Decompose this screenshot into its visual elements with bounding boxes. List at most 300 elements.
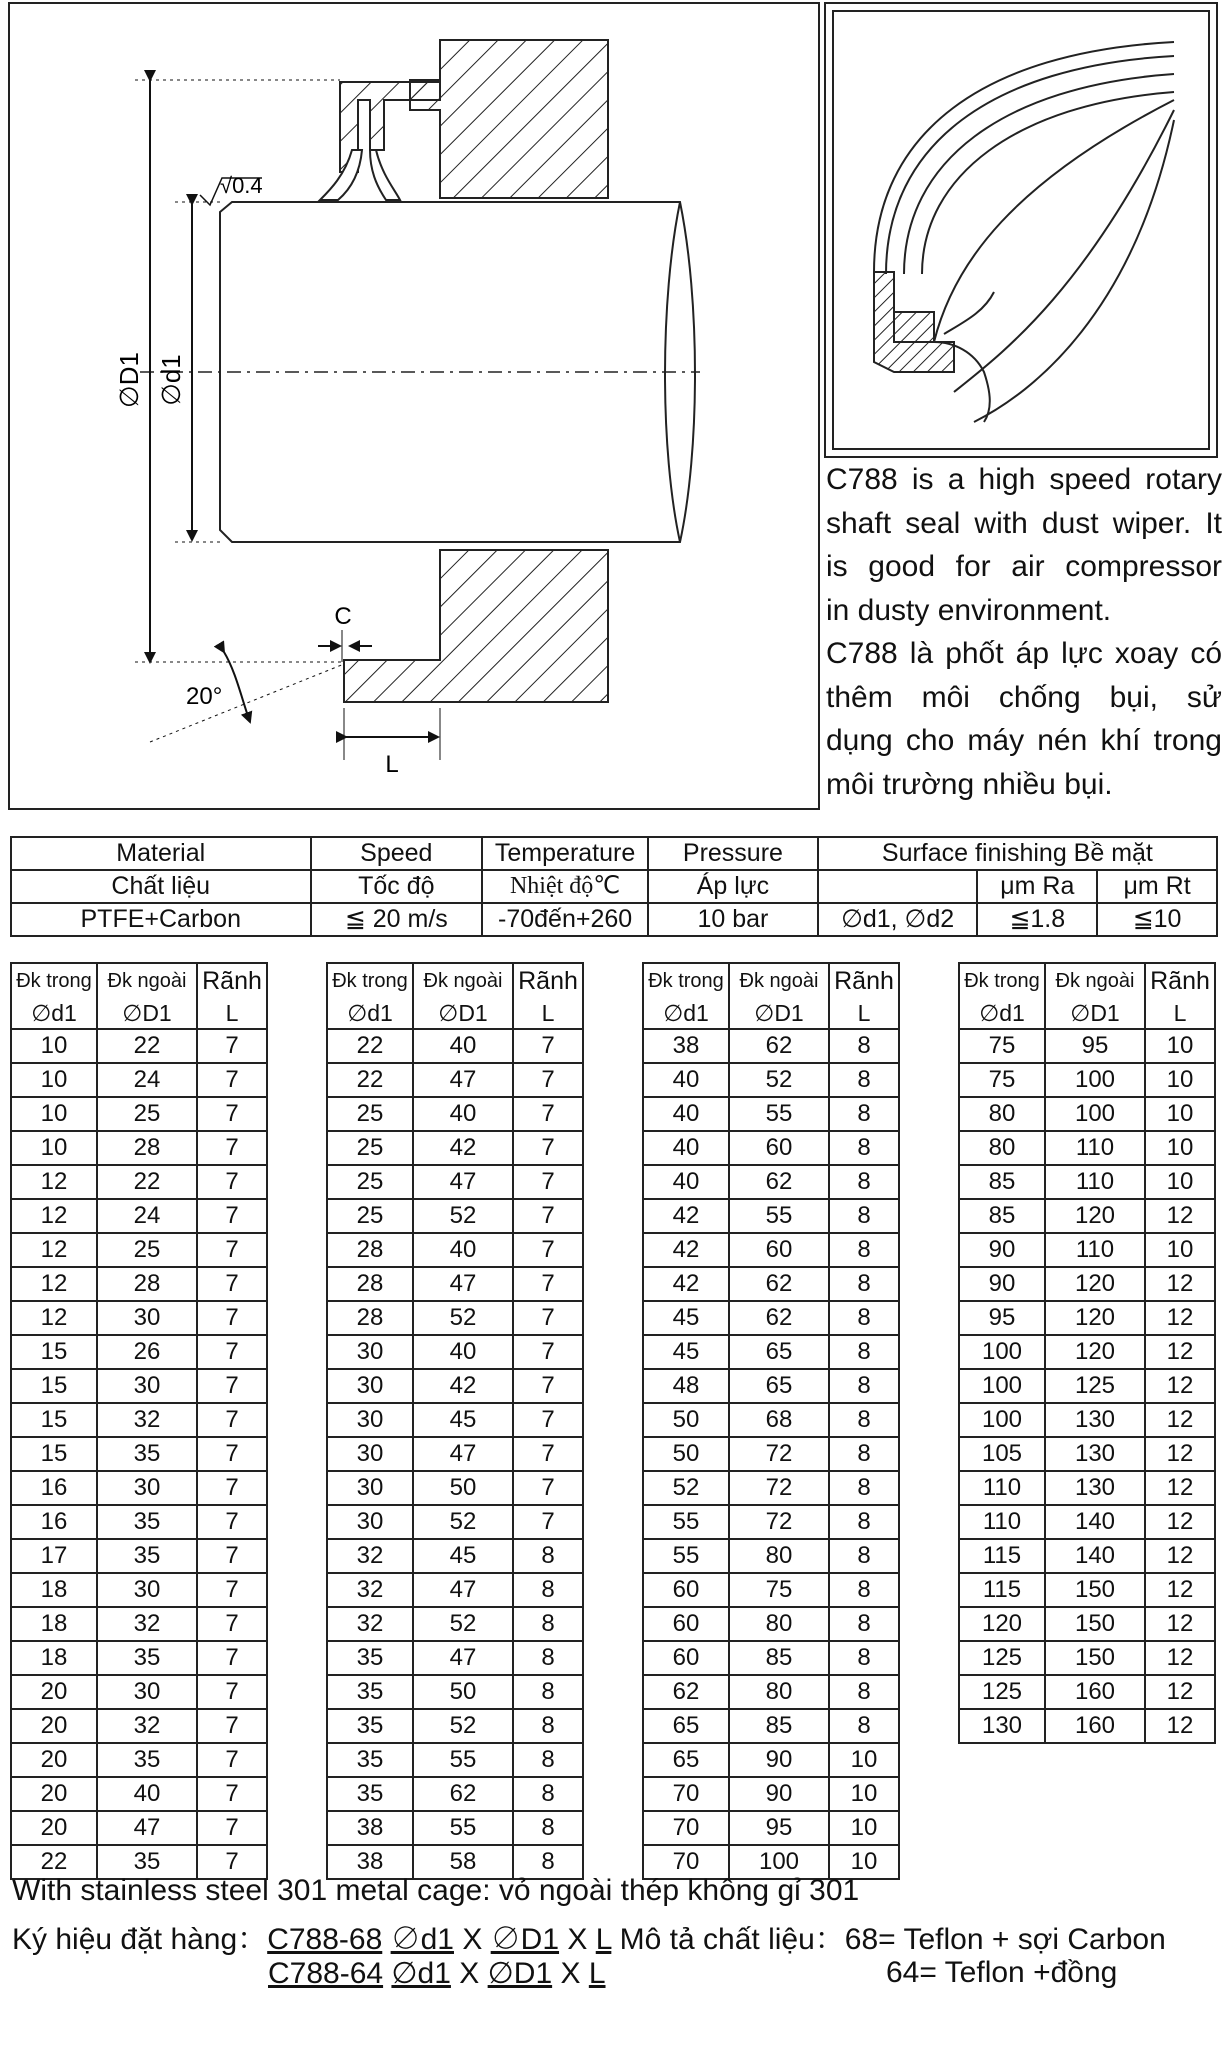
cell-inner-diameter: 120 <box>959 1607 1045 1641</box>
d1-dimension-label: ∅d1 <box>156 354 186 406</box>
cell-groove-length: 7 <box>197 1301 267 1335</box>
cell-inner-diameter: 35 <box>327 1675 413 1709</box>
size-table-3 <box>642 962 900 1880</box>
table-row <box>11 1267 267 1301</box>
cell-outer-diameter: 50 <box>413 1471 513 1505</box>
table-row <box>327 1641 583 1675</box>
col-header-groove: Rãnh <box>1145 963 1215 998</box>
col-header-L: L <box>197 998 267 1029</box>
cell-groove-length: 8 <box>513 1607 583 1641</box>
cell-groove-length: 8 <box>513 1811 583 1845</box>
D1-dimension-label: ∅D1 <box>114 352 144 408</box>
cell-groove-length: 10 <box>1145 1131 1215 1165</box>
cell-groove-length: 7 <box>513 1301 583 1335</box>
cell-inner-diameter: 70 <box>643 1777 729 1811</box>
cell-groove-length: 7 <box>197 1267 267 1301</box>
cell-outer-diameter: 52 <box>413 1505 513 1539</box>
size-table-1 <box>10 962 268 1880</box>
cell-inner-diameter: 42 <box>643 1233 729 1267</box>
cell-groove-length: 10 <box>829 1845 899 1879</box>
col-header-inner: Đk trong <box>11 963 97 998</box>
description-vietnamese <box>826 632 1222 806</box>
cell-inner-diameter: 12 <box>11 1199 97 1233</box>
cell-groove-length: 12 <box>1145 1505 1215 1539</box>
cell-groove-length: 8 <box>513 1709 583 1743</box>
cell-groove-length: 8 <box>513 1539 583 1573</box>
cell-inner-diameter: 18 <box>11 1641 97 1675</box>
order-line-1 <box>12 1914 1166 1958</box>
table-row <box>643 1675 899 1709</box>
col-header-L: L <box>1145 998 1215 1029</box>
cell-inner-diameter: 30 <box>327 1403 413 1437</box>
table-row <box>959 1267 1215 1301</box>
cell-inner-diameter: 80 <box>959 1131 1045 1165</box>
table-row <box>11 1505 267 1539</box>
cell-outer-diameter: 120 <box>1045 1301 1145 1335</box>
cell-groove-length: 7 <box>197 1811 267 1845</box>
table-row <box>643 1437 899 1471</box>
cell-groove-length: 7 <box>513 1471 583 1505</box>
table-row <box>327 1743 583 1777</box>
cell-inner-diameter: 50 <box>643 1403 729 1437</box>
cell-inner-diameter: 10 <box>11 1063 97 1097</box>
cell-outer-diameter: 40 <box>413 1029 513 1063</box>
table-row <box>11 1199 267 1233</box>
cell-outer-diameter: 100 <box>1045 1063 1145 1097</box>
cell-inner-diameter: 35 <box>327 1641 413 1675</box>
cell-outer-diameter: 90 <box>729 1777 829 1811</box>
material-68: 68= Teflon + sợi Carbon <box>844 1923 1166 1956</box>
material-header-vi: Chất liệu <box>11 870 311 903</box>
table-row <box>327 1607 583 1641</box>
cell-groove-length: 8 <box>829 1505 899 1539</box>
cell-outer-diameter: 90 <box>729 1743 829 1777</box>
cell-groove-length: 12 <box>1145 1335 1215 1369</box>
cell-groove-length: 7 <box>197 1675 267 1709</box>
cell-outer-diameter: 110 <box>1045 1165 1145 1199</box>
cell-outer-diameter: 32 <box>97 1403 197 1437</box>
cell-outer-diameter: 125 <box>1045 1369 1145 1403</box>
cell-groove-length: 7 <box>197 1573 267 1607</box>
cell-inner-diameter: 10 <box>11 1029 97 1063</box>
cell-groove-length: 7 <box>513 1505 583 1539</box>
surface-empty-cell <box>818 870 978 903</box>
cell-groove-length: 7 <box>197 1165 267 1199</box>
spec-table <box>10 836 1218 937</box>
table-row <box>959 1301 1215 1335</box>
description-line: môi trường nhiều bụi. <box>826 767 1113 801</box>
col-header-D1: ∅D1 <box>97 998 197 1029</box>
cell-inner-diameter: 10 <box>11 1097 97 1131</box>
cell-outer-diameter: 35 <box>97 1845 197 1879</box>
table-row <box>327 1233 583 1267</box>
cell-groove-length: 8 <box>829 1437 899 1471</box>
table-row <box>643 1063 899 1097</box>
rt-value: ≦10 <box>1097 903 1217 936</box>
table-row <box>959 1539 1215 1573</box>
description-line: in dusty environment. <box>826 593 1112 627</box>
cross-section-drawing <box>0 0 822 812</box>
cell-groove-length: 7 <box>513 1369 583 1403</box>
table-row <box>643 1641 899 1675</box>
cell-groove-length: 8 <box>829 1471 899 1505</box>
cell-outer-diameter: 40 <box>97 1777 197 1811</box>
table-row <box>959 1573 1215 1607</box>
cell-groove-length: 12 <box>1145 1641 1215 1675</box>
l-dimension-label: L <box>385 751 399 778</box>
table-row <box>11 1675 267 1709</box>
cell-inner-diameter: 12 <box>11 1267 97 1301</box>
temperature-header-vi: Nhiệt độ℃ <box>482 870 648 903</box>
cell-groove-length: 8 <box>829 1301 899 1335</box>
cell-groove-length: 7 <box>513 1063 583 1097</box>
cell-groove-length: 7 <box>197 1063 267 1097</box>
cell-outer-diameter: 42 <box>413 1131 513 1165</box>
cell-inner-diameter: 20 <box>11 1777 97 1811</box>
cell-groove-length: 7 <box>197 1777 267 1811</box>
cell-groove-length: 7 <box>197 1607 267 1641</box>
cell-outer-diameter: 45 <box>413 1403 513 1437</box>
cell-inner-diameter: 40 <box>643 1165 729 1199</box>
col-header-inner: Đk trong <box>643 963 729 998</box>
table-row <box>643 1811 899 1845</box>
cell-groove-length: 8 <box>829 1233 899 1267</box>
cell-inner-diameter: 55 <box>643 1505 729 1539</box>
cell-outer-diameter: 22 <box>97 1165 197 1199</box>
table-row <box>11 1471 267 1505</box>
cell-inner-diameter: 62 <box>643 1675 729 1709</box>
table-row <box>11 1097 267 1131</box>
cell-groove-length: 7 <box>197 1505 267 1539</box>
col-header-d1: ∅d1 <box>959 998 1045 1029</box>
cell-inner-diameter: 90 <box>959 1267 1045 1301</box>
cell-groove-length: 8 <box>513 1845 583 1879</box>
cell-inner-diameter: 110 <box>959 1505 1045 1539</box>
cell-inner-diameter: 40 <box>643 1131 729 1165</box>
cell-outer-diameter: 52 <box>413 1301 513 1335</box>
cell-outer-diameter: 35 <box>97 1641 197 1675</box>
cell-groove-length: 8 <box>513 1777 583 1811</box>
cell-groove-length: 7 <box>197 1709 267 1743</box>
cell-inner-diameter: 15 <box>11 1437 97 1471</box>
cell-inner-diameter: 25 <box>327 1199 413 1233</box>
description-line: dụng cho máy nén khí trong <box>826 724 1222 757</box>
col-header-groove: Rãnh <box>513 963 583 998</box>
cell-inner-diameter: 30 <box>327 1505 413 1539</box>
cell-inner-diameter: 125 <box>959 1641 1045 1675</box>
cell-inner-diameter: 16 <box>11 1471 97 1505</box>
cell-outer-diameter: 62 <box>729 1301 829 1335</box>
speed-value: ≦ 20 m/s <box>311 903 483 936</box>
cell-groove-length: 12 <box>1145 1539 1215 1573</box>
ra-value: ≦1.8 <box>977 903 1097 936</box>
cell-groove-length: 7 <box>197 1845 267 1879</box>
cell-outer-diameter: 55 <box>413 1743 513 1777</box>
table-row <box>327 1573 583 1607</box>
cell-outer-diameter: 110 <box>1045 1131 1145 1165</box>
cell-outer-diameter: 47 <box>413 1165 513 1199</box>
cell-outer-diameter: 140 <box>1045 1505 1145 1539</box>
cell-inner-diameter: 115 <box>959 1539 1045 1573</box>
cell-groove-length: 7 <box>197 1199 267 1233</box>
cell-inner-diameter: 28 <box>327 1233 413 1267</box>
table-row <box>959 1471 1215 1505</box>
material-header: Material <box>11 837 311 870</box>
cell-inner-diameter: 28 <box>327 1267 413 1301</box>
cell-outer-diameter: 150 <box>1045 1641 1145 1675</box>
seal-lip-2 <box>370 150 400 200</box>
table-row <box>11 1437 267 1471</box>
cell-groove-length: 8 <box>829 1573 899 1607</box>
cell-outer-diameter: 47 <box>413 1267 513 1301</box>
description-english <box>826 458 1222 632</box>
cell-outer-diameter: 35 <box>97 1505 197 1539</box>
cell-groove-length: 12 <box>1145 1199 1215 1233</box>
cell-groove-length: 10 <box>1145 1029 1215 1063</box>
cell-groove-length: 12 <box>1145 1369 1215 1403</box>
table-row <box>11 1131 267 1165</box>
cell-outer-diameter: 120 <box>1045 1267 1145 1301</box>
cell-outer-diameter: 42 <box>413 1369 513 1403</box>
cell-outer-diameter: 60 <box>729 1233 829 1267</box>
description-line: thêm môi chống bụi, sử <box>826 680 1222 714</box>
cell-outer-diameter: 160 <box>1045 1675 1145 1709</box>
housing-top <box>410 40 608 198</box>
col-header-outer: Đk ngoài <box>97 963 197 998</box>
cell-inner-diameter: 20 <box>11 1675 97 1709</box>
order-line-2 <box>268 1956 606 1991</box>
table-row <box>11 1709 267 1743</box>
table-row <box>643 1131 899 1165</box>
table-row <box>959 1641 1215 1675</box>
cell-outer-diameter: 80 <box>729 1539 829 1573</box>
material-64: 64= Teflon +đồng <box>886 1956 1118 1989</box>
cell-outer-diameter: 25 <box>97 1097 197 1131</box>
description-line: C788 is a high speed rotary <box>826 463 1222 496</box>
cell-outer-diameter: 47 <box>97 1811 197 1845</box>
table-row <box>327 1199 583 1233</box>
description-line: shaft seal with dust wiper. It <box>826 506 1222 540</box>
cell-inner-diameter: 105 <box>959 1437 1045 1471</box>
cell-outer-diameter: 35 <box>97 1743 197 1777</box>
cell-outer-diameter: 62 <box>729 1165 829 1199</box>
table-row <box>327 1709 583 1743</box>
cell-inner-diameter: 65 <box>643 1709 729 1743</box>
col-header-outer: Đk ngoài <box>413 963 513 998</box>
material-desc-label: Mô tả chất liệu： <box>619 1923 845 1956</box>
cell-groove-length: 10 <box>829 1811 899 1845</box>
cell-groove-length: 7 <box>197 1097 267 1131</box>
cell-inner-diameter: 60 <box>643 1573 729 1607</box>
cell-inner-diameter: 130 <box>959 1709 1045 1743</box>
cell-outer-diameter: 45 <box>413 1539 513 1573</box>
order-code-68: C788-68 <box>267 1923 383 1956</box>
table-row <box>327 1301 583 1335</box>
cell-inner-diameter: 35 <box>327 1777 413 1811</box>
cell-outer-diameter: 72 <box>729 1505 829 1539</box>
cell-outer-diameter: 85 <box>729 1641 829 1675</box>
cell-inner-diameter: 35 <box>327 1709 413 1743</box>
cell-inner-diameter: 30 <box>327 1369 413 1403</box>
order-D1: ∅D1 <box>487 1957 553 1990</box>
col-header-outer: Đk ngoài <box>729 963 829 998</box>
table-row <box>11 1165 267 1199</box>
cell-outer-diameter: 140 <box>1045 1539 1145 1573</box>
cell-outer-diameter: 47 <box>413 1573 513 1607</box>
cell-inner-diameter: 22 <box>327 1029 413 1063</box>
cell-inner-diameter: 32 <box>327 1539 413 1573</box>
cell-groove-length: 7 <box>197 1335 267 1369</box>
table-row <box>643 1471 899 1505</box>
cell-inner-diameter: 25 <box>327 1097 413 1131</box>
cell-inner-diameter: 25 <box>327 1165 413 1199</box>
cell-groove-length: 7 <box>513 1335 583 1369</box>
cell-inner-diameter: 30 <box>327 1471 413 1505</box>
cell-outer-diameter: 47 <box>413 1063 513 1097</box>
temperature-value: -70đến+260 <box>482 903 648 936</box>
cell-outer-diameter: 120 <box>1045 1335 1145 1369</box>
order-L: L <box>595 1923 612 1956</box>
cell-inner-diameter: 85 <box>959 1165 1045 1199</box>
cell-groove-length: 7 <box>197 1743 267 1777</box>
cell-groove-length: 7 <box>513 1029 583 1063</box>
table-row <box>327 1063 583 1097</box>
cell-inner-diameter: 38 <box>643 1029 729 1063</box>
cell-inner-diameter: 10 <box>11 1131 97 1165</box>
c-dimension-label: C <box>334 603 352 630</box>
cell-groove-length: 10 <box>829 1777 899 1811</box>
cell-outer-diameter: 65 <box>729 1335 829 1369</box>
cell-outer-diameter: 95 <box>729 1811 829 1845</box>
cell-groove-length: 8 <box>513 1675 583 1709</box>
cell-groove-length: 10 <box>1145 1063 1215 1097</box>
cell-inner-diameter: 32 <box>327 1573 413 1607</box>
cell-inner-diameter: 125 <box>959 1675 1045 1709</box>
table-row <box>327 1505 583 1539</box>
table-row <box>643 1403 899 1437</box>
cell-inner-diameter: 40 <box>643 1063 729 1097</box>
cage-note: With stainless steel 301 metal cage: vỏ ngoài thép không gỉ 301 <box>12 1874 860 1907</box>
order-x: X <box>459 1957 480 1990</box>
cell-inner-diameter: 90 <box>959 1233 1045 1267</box>
cell-inner-diameter: 15 <box>11 1369 97 1403</box>
cell-inner-diameter: 18 <box>11 1573 97 1607</box>
cell-inner-diameter: 85 <box>959 1199 1045 1233</box>
order-x: X <box>560 1957 581 1990</box>
cell-outer-diameter: 26 <box>97 1335 197 1369</box>
table-row <box>327 1403 583 1437</box>
cell-outer-diameter: 24 <box>97 1063 197 1097</box>
col-header-d1: ∅d1 <box>11 998 97 1029</box>
cell-groove-length: 12 <box>1145 1301 1215 1335</box>
cell-outer-diameter: 47 <box>413 1641 513 1675</box>
col-header-L: L <box>513 998 583 1029</box>
table-row <box>11 1063 267 1097</box>
cell-outer-diameter: 60 <box>729 1131 829 1165</box>
cell-outer-diameter: 30 <box>97 1301 197 1335</box>
cell-outer-diameter: 85 <box>729 1709 829 1743</box>
pressure-value: 10 bar <box>648 903 818 936</box>
col-header-groove: Rãnh <box>829 963 899 998</box>
table-row <box>959 1097 1215 1131</box>
table-row <box>643 1165 899 1199</box>
cell-inner-diameter: 15 <box>11 1403 97 1437</box>
cell-outer-diameter: 95 <box>1045 1029 1145 1063</box>
table-row <box>327 1539 583 1573</box>
cell-groove-length: 10 <box>1145 1233 1215 1267</box>
cell-outer-diameter: 130 <box>1045 1403 1145 1437</box>
cell-outer-diameter: 40 <box>413 1233 513 1267</box>
cell-groove-length: 7 <box>513 1403 583 1437</box>
cell-groove-length: 8 <box>829 1675 899 1709</box>
cell-outer-diameter: 35 <box>97 1539 197 1573</box>
cell-inner-diameter: 48 <box>643 1369 729 1403</box>
diameter-label: ∅d1, ∅d2 <box>818 903 978 936</box>
temperature-header: Temperature <box>482 837 648 870</box>
table-row <box>327 1267 583 1301</box>
cell-outer-diameter: 72 <box>729 1471 829 1505</box>
table-row <box>11 1607 267 1641</box>
cell-outer-diameter: 40 <box>413 1097 513 1131</box>
cell-outer-diameter: 50 <box>413 1675 513 1709</box>
cell-outer-diameter: 110 <box>1045 1233 1145 1267</box>
table-row <box>643 1335 899 1369</box>
seal-perspective-drawing <box>834 12 1208 448</box>
cell-groove-length: 12 <box>1145 1471 1215 1505</box>
table-row <box>327 1777 583 1811</box>
cell-inner-diameter: 20 <box>11 1743 97 1777</box>
table-row <box>327 1675 583 1709</box>
table-row <box>11 1573 267 1607</box>
cell-outer-diameter: 35 <box>97 1437 197 1471</box>
cell-groove-length: 7 <box>513 1131 583 1165</box>
cell-outer-diameter: 30 <box>97 1369 197 1403</box>
cell-inner-diameter: 15 <box>11 1335 97 1369</box>
cell-inner-diameter: 30 <box>327 1437 413 1471</box>
cell-outer-diameter: 40 <box>413 1335 513 1369</box>
cell-outer-diameter: 100 <box>1045 1097 1145 1131</box>
table-row <box>643 1573 899 1607</box>
cell-inner-diameter: 45 <box>643 1301 729 1335</box>
size-table-2 <box>326 962 584 1880</box>
cell-inner-diameter: 28 <box>327 1301 413 1335</box>
cell-groove-length: 8 <box>829 1369 899 1403</box>
cell-outer-diameter: 62 <box>729 1267 829 1301</box>
cell-groove-length: 7 <box>513 1437 583 1471</box>
cell-outer-diameter: 55 <box>413 1811 513 1845</box>
cell-inner-diameter: 42 <box>643 1267 729 1301</box>
table-row <box>959 1131 1215 1165</box>
cell-outer-diameter: 32 <box>97 1607 197 1641</box>
table-row <box>11 1233 267 1267</box>
col-header-groove: Rãnh <box>197 963 267 998</box>
order-x: X <box>462 1923 483 1956</box>
cell-groove-length: 12 <box>1145 1607 1215 1641</box>
cell-inner-diameter: 80 <box>959 1097 1045 1131</box>
table-row <box>959 1437 1215 1471</box>
cell-groove-length: 7 <box>513 1097 583 1131</box>
table-row <box>643 1029 899 1063</box>
cell-inner-diameter: 17 <box>11 1539 97 1573</box>
cell-groove-length: 8 <box>513 1743 583 1777</box>
cell-outer-diameter: 130 <box>1045 1437 1145 1471</box>
cell-outer-diameter: 72 <box>729 1437 829 1471</box>
cell-inner-diameter: 100 <box>959 1403 1045 1437</box>
table-row <box>11 1335 267 1369</box>
cell-outer-diameter: 52 <box>729 1063 829 1097</box>
cell-groove-length: 8 <box>829 1199 899 1233</box>
cell-outer-diameter: 80 <box>729 1607 829 1641</box>
